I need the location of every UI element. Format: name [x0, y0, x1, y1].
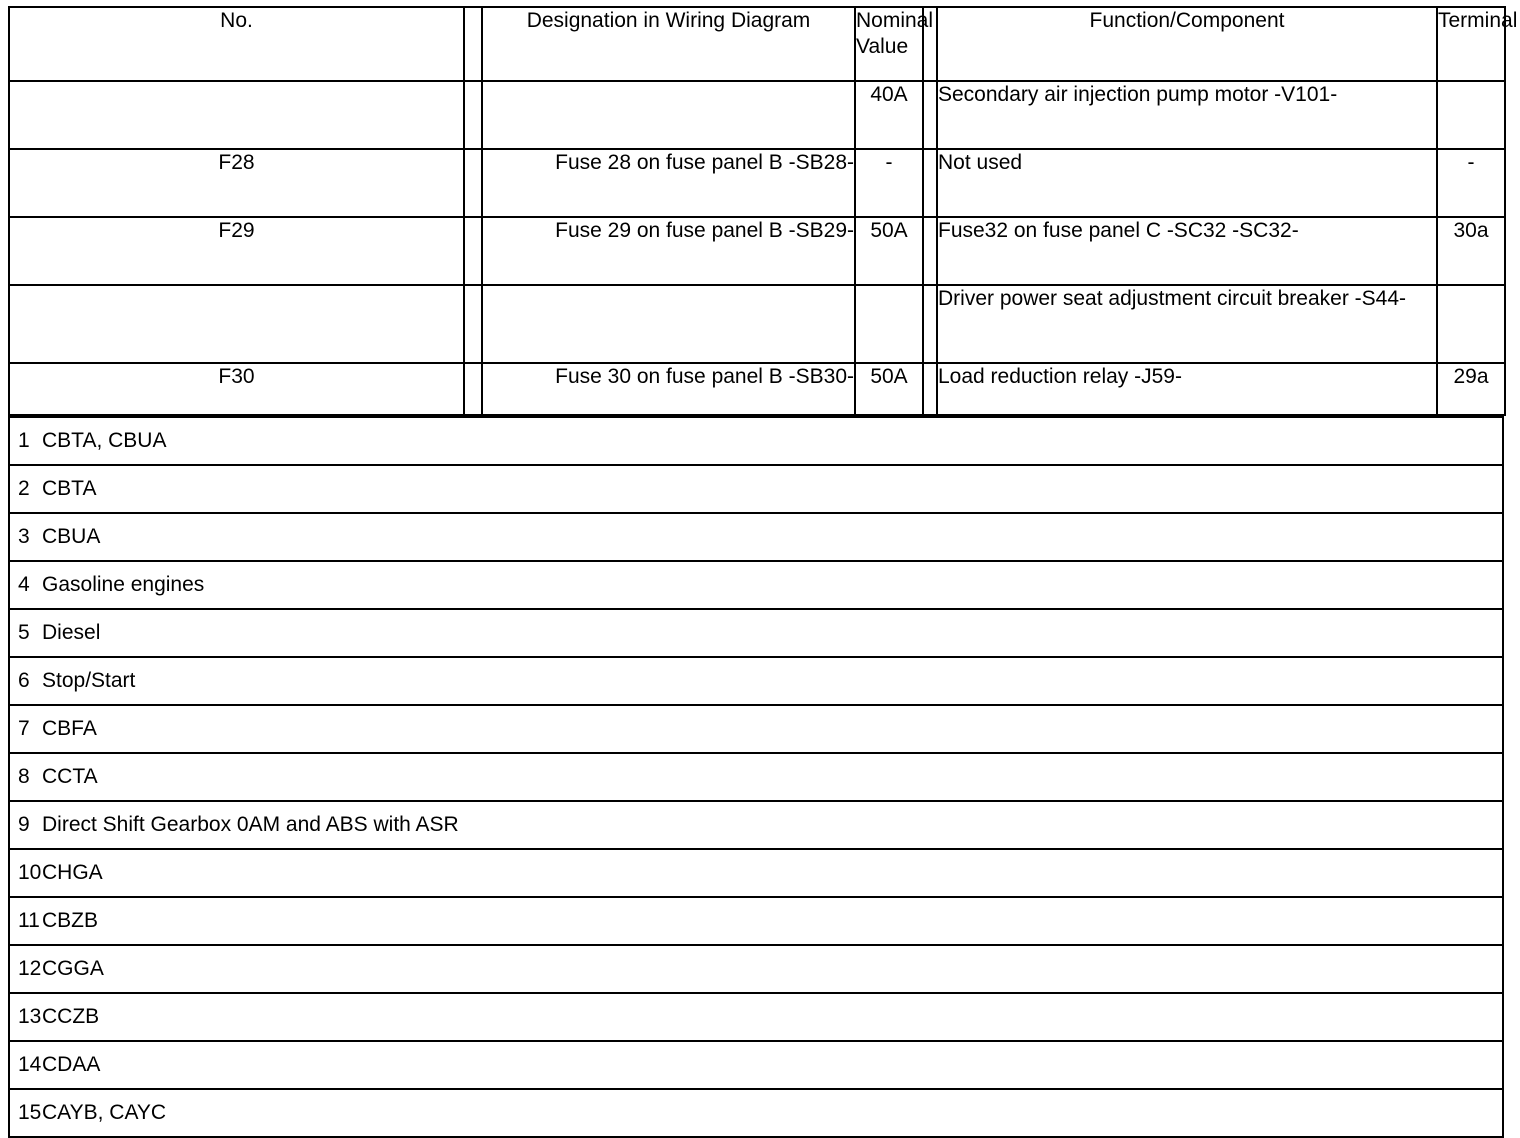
cell-no: F30 [9, 363, 464, 415]
list-item [9, 945, 1503, 993]
footnote-row [9, 801, 1503, 849]
cell-function-component: Secondary air injection pump motor -V101- [937, 81, 1437, 149]
footnote-row [9, 897, 1503, 945]
footnote-row [9, 753, 1503, 801]
table-row [9, 149, 1505, 217]
footnote-number: 3 [18, 525, 30, 548]
footnote-number: 4 [18, 573, 30, 596]
footnote-text: CBUA [42, 525, 101, 548]
cell-spacer-2 [923, 217, 937, 285]
list-item [9, 513, 1503, 561]
cell-spacer-2 [923, 81, 937, 149]
list-item [9, 1089, 1503, 1137]
footnote-number: 12 [18, 957, 42, 980]
footnote-number: 1 [18, 429, 30, 452]
table-header-row [9, 7, 1505, 81]
footnote-number: 7 [18, 717, 30, 740]
cell-designation: Fuse 30 on fuse panel B -SB30- [482, 363, 855, 415]
cell-spacer-1 [464, 217, 482, 285]
cell-terminal [1437, 285, 1505, 363]
table-row [9, 285, 1505, 363]
list-item [9, 705, 1503, 753]
cell-no [9, 81, 464, 149]
list-item [9, 993, 1503, 1041]
footnote-row [9, 561, 1503, 609]
footnote-number: 13 [18, 1005, 42, 1028]
cell-nominal-value [855, 285, 923, 363]
column-header-function-component: Function/Component [937, 7, 1437, 81]
fuse-assignment-table [8, 6, 1518, 416]
column-header-spacer-1 [464, 7, 482, 81]
footnote-row [9, 849, 1503, 897]
cell-designation: Fuse 29 on fuse panel B -SB29- [482, 217, 855, 285]
cell-spacer-1 [464, 149, 482, 217]
footnote-row [9, 945, 1503, 993]
cell-terminal: 30a [1437, 217, 1505, 285]
footnote-text: CBTA, CBUA [42, 429, 167, 452]
cell-nominal-value: 40A [855, 81, 923, 149]
cell-spacer-2 [923, 285, 937, 363]
footnote-text: CHGA [42, 861, 103, 884]
footnote-text: Direct Shift Gearbox 0AM and ABS with ASR [42, 813, 459, 836]
table-row [9, 81, 1505, 149]
cell-nominal-value: - [855, 149, 923, 217]
column-header-nominal-value: Nominal Value [855, 7, 923, 81]
footnote-number: 10 [18, 861, 42, 884]
footnote-row [9, 513, 1503, 561]
cell-spacer-1 [464, 285, 482, 363]
cell-designation: Fuse 28 on fuse panel B -SB28- [482, 149, 855, 217]
footnote-text: Diesel [42, 621, 101, 644]
list-item [9, 897, 1503, 945]
footnote-text: CGGA [42, 957, 104, 980]
footnote-number: 8 [18, 765, 30, 788]
cell-nominal-value: 50A [855, 363, 923, 415]
footnote-number: 14 [18, 1053, 42, 1076]
footnote-row [9, 609, 1503, 657]
footnote-number: 11 [18, 909, 40, 932]
footnote-row [9, 1089, 1503, 1137]
list-item [9, 801, 1503, 849]
footnote-text: CCTA [42, 765, 98, 788]
cell-function-component: Not used [937, 149, 1437, 217]
column-header-terminal: Terminal [1437, 7, 1505, 81]
footnote-row [9, 417, 1503, 465]
list-item [9, 657, 1503, 705]
column-header-designation: Designation in Wiring Diagram [482, 7, 855, 81]
cell-no [9, 285, 464, 363]
footnote-row [9, 465, 1503, 513]
list-item [9, 561, 1503, 609]
cell-designation [482, 81, 855, 149]
footnote-text: Gasoline engines [42, 573, 205, 596]
cell-function-component: Driver power seat adjustment circuit breaker -S44- [937, 285, 1437, 363]
footnote-text: Stop/Start [42, 669, 136, 692]
footnote-number: 6 [18, 669, 30, 692]
cell-terminal [1437, 81, 1505, 149]
footnote-row [9, 657, 1503, 705]
table-row [9, 363, 1505, 415]
cell-terminal: - [1437, 149, 1505, 217]
table-row [9, 217, 1505, 285]
footnote-text: CBTA [42, 477, 97, 500]
list-item [9, 417, 1503, 465]
cell-spacer-1 [464, 81, 482, 149]
cell-spacer-2 [923, 149, 937, 217]
footnote-text: CBFA [42, 717, 97, 740]
footnote-row [9, 993, 1503, 1041]
cell-function-component: Fuse32 on fuse panel C -SC32 -SC32- [937, 217, 1437, 285]
footnote-number: 2 [18, 477, 30, 500]
cell-no: F29 [9, 217, 464, 285]
footnote-text: CCZB [42, 1005, 100, 1028]
cell-spacer-2 [923, 363, 937, 415]
cell-terminal: 29a [1437, 363, 1505, 415]
list-item [9, 609, 1503, 657]
list-item [9, 753, 1503, 801]
list-item [9, 849, 1503, 897]
cell-function-component: Load reduction relay -J59- [937, 363, 1437, 415]
footnote-text: CBZB [42, 909, 99, 932]
cell-designation [482, 285, 855, 363]
footnote-number: 15 [18, 1101, 42, 1124]
cell-no: F28 [9, 149, 464, 217]
footnote-number: 9 [18, 813, 30, 836]
footnote-number: 5 [18, 621, 30, 644]
list-item [9, 465, 1503, 513]
column-header-no: No. [9, 7, 464, 81]
footnotes-table [8, 416, 1504, 1138]
cell-spacer-1 [464, 363, 482, 415]
footnote-text: CAYB, CAYC [42, 1101, 167, 1124]
cell-nominal-value: 50A [855, 217, 923, 285]
footnote-row [9, 705, 1503, 753]
footnote-text: CDAA [42, 1053, 101, 1076]
